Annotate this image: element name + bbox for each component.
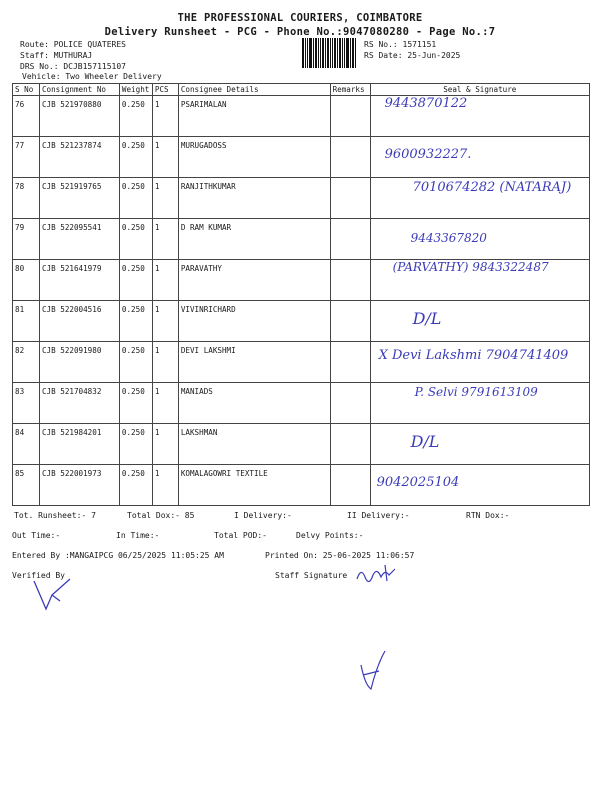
remarks-cell — [330, 383, 370, 424]
signature-cell — [370, 219, 589, 260]
pcs-cell: 1 — [152, 424, 178, 465]
consignee-cell: MANIADS — [178, 383, 330, 424]
pcs-cell: 1 — [152, 465, 178, 506]
remarks-cell — [330, 465, 370, 506]
pcs-cell: 1 — [152, 219, 178, 260]
table-row — [13, 465, 590, 506]
verified-by-signature — [30, 575, 80, 615]
entered-by: Entered By :MANGAIPCG 06/25/2025 11:05:25 AM — [12, 551, 224, 560]
signature-cell — [370, 424, 589, 465]
remarks-cell — [330, 301, 370, 342]
drs-number: DRS No.: DCJB157115107 — [20, 62, 126, 71]
remarks-cell — [330, 96, 370, 137]
barcode — [302, 38, 356, 68]
consignee-cell: RANJITHKUMAR — [178, 178, 330, 219]
weight-cell: 0.250 — [119, 301, 152, 342]
signature-cell — [370, 178, 589, 219]
runsheet-subtitle: Delivery Runsheet - PCG - Phone No.:9047080280 - Page No.:7 — [104, 26, 496, 38]
col-header-signature: Seal & Signature — [370, 84, 589, 96]
sno-cell: 80 — [13, 260, 40, 301]
signature-cell — [370, 342, 589, 383]
pcs-cell: 1 — [152, 178, 178, 219]
table-header-row — [13, 84, 590, 96]
handwritten-signature: D/L — [412, 309, 442, 328]
col-header-remarks: Remarks — [330, 84, 370, 96]
handwritten-signature: 9443367820 — [410, 231, 487, 245]
rs-date: RS Date: 25-Jun-2025 — [364, 51, 461, 60]
consignment-cell: CJB 522001973 — [39, 465, 119, 506]
remarks-cell — [330, 424, 370, 465]
handwritten-signature: D/L — [410, 432, 440, 451]
table-row — [13, 260, 590, 301]
rtn-dox: RTN Dox:- — [466, 511, 510, 520]
remarks-cell — [330, 260, 370, 301]
pen-mark-scribble — [355, 645, 395, 695]
company-title: THE PROFESSIONAL COURIERS, COIMBATORE — [177, 12, 423, 24]
pcs-cell: 1 — [152, 342, 178, 383]
remarks-cell — [330, 219, 370, 260]
col-header-consignment: Consignment No — [39, 84, 119, 96]
sno-cell: 82 — [13, 342, 40, 383]
runsheet-table — [12, 83, 590, 506]
table-row — [13, 137, 590, 178]
handwritten-signature: 9600932227. — [384, 147, 472, 162]
delvy-points: Delvy Points:- — [296, 531, 364, 540]
sno-cell: 83 — [13, 383, 40, 424]
consignee-cell: DEVI LAKSHMI — [178, 342, 330, 383]
pcs-cell: 1 — [152, 260, 178, 301]
route-label: Route: POLICE QUATERES — [20, 40, 126, 49]
weight-cell: 0.250 — [119, 178, 152, 219]
total-pod: Total POD:- — [214, 531, 267, 540]
table-row — [13, 301, 590, 342]
consignment-cell: CJB 521704832 — [39, 383, 119, 424]
total-dox: Total Dox:- 85 — [127, 511, 195, 520]
pcs-cell: 1 — [152, 301, 178, 342]
handwritten-signature: X Devi Lakshmi 7904741409 — [378, 348, 569, 363]
staff-signature-label: Staff Signature — [275, 571, 348, 580]
vehicle-label: Vehicle: Two Wheeler Delivery — [22, 72, 162, 81]
handwritten-signature: (PARVATHY) 9843322487 — [392, 260, 549, 274]
signature-cell — [370, 383, 589, 424]
table-row — [13, 96, 590, 137]
col-header-pcs: PCS — [152, 84, 178, 96]
sno-cell: 76 — [13, 96, 40, 137]
handwritten-signature: P. Selvi 9791613109 — [414, 385, 538, 399]
handwritten-signature: 9042025104 — [376, 475, 460, 490]
printed-on: Printed On: 25-06-2025 11:06:57 — [265, 551, 415, 560]
consignment-cell: CJB 522004516 — [39, 301, 119, 342]
weight-cell: 0.250 — [119, 383, 152, 424]
col-header-weight: Weight — [119, 84, 152, 96]
i-delivery: I Delivery:- — [234, 511, 292, 520]
remarks-cell — [330, 342, 370, 383]
handwritten-signature: 7010674282 (NATARAJ) — [412, 180, 572, 195]
weight-cell: 0.250 — [119, 137, 152, 178]
sno-cell: 81 — [13, 301, 40, 342]
handwritten-signature: 9443870122 — [384, 96, 468, 111]
sno-cell: 79 — [13, 219, 40, 260]
in-time: In Time:- — [116, 531, 160, 540]
signature-cell — [370, 260, 589, 301]
weight-cell: 0.250 — [119, 96, 152, 137]
consignee-cell: VIVINRICHARD — [178, 301, 330, 342]
ii-delivery: II Delivery:- — [347, 511, 410, 520]
signature-cell — [370, 137, 589, 178]
staff-label: Staff: MUTHURAJ — [20, 51, 93, 60]
consignee-cell: KOMALAGOWRI TEXTILE — [178, 465, 330, 506]
tot-runsheet: Tot. Runsheet:- 7 — [14, 511, 96, 520]
sno-cell: 77 — [13, 137, 40, 178]
signature-cell — [370, 96, 589, 137]
table-row — [13, 424, 590, 465]
pcs-cell: 1 — [152, 96, 178, 137]
table-row — [13, 178, 590, 219]
consignment-cell: CJB 521641979 — [39, 260, 119, 301]
remarks-cell — [330, 178, 370, 219]
consignment-cell: CJB 521984201 — [39, 424, 119, 465]
signature-cell — [370, 301, 589, 342]
remarks-cell — [330, 137, 370, 178]
consignment-cell: CJB 521237874 — [39, 137, 119, 178]
consignee-cell: LAKSHMAN — [178, 424, 330, 465]
table-row — [13, 342, 590, 383]
col-header-consignee: Consignee Details — [178, 84, 330, 96]
table-row — [13, 383, 590, 424]
consignee-cell: PARAVATHY — [178, 260, 330, 301]
consignment-cell: CJB 521970880 — [39, 96, 119, 137]
table-row — [13, 219, 590, 260]
weight-cell: 0.250 — [119, 342, 152, 383]
consignee-cell: MURUGADOSS — [178, 137, 330, 178]
out-time: Out Time:- — [12, 531, 61, 540]
weight-cell: 0.250 — [119, 424, 152, 465]
sno-cell: 85 — [13, 465, 40, 506]
col-header-sno: S No — [13, 84, 40, 96]
sno-cell: 78 — [13, 178, 40, 219]
consignee-cell: PSARIMALAN — [178, 96, 330, 137]
consignment-cell: CJB 521919765 — [39, 178, 119, 219]
consignment-cell: CJB 522091980 — [39, 342, 119, 383]
pcs-cell: 1 — [152, 137, 178, 178]
rs-number: RS No.: 1571151 — [364, 40, 437, 49]
sno-cell: 84 — [13, 424, 40, 465]
consignment-cell: CJB 522095541 — [39, 219, 119, 260]
weight-cell: 0.250 — [119, 260, 152, 301]
staff-signature-scribble — [355, 563, 405, 585]
weight-cell: 0.250 — [119, 465, 152, 506]
signature-cell — [370, 465, 589, 506]
weight-cell: 0.250 — [119, 219, 152, 260]
pcs-cell: 1 — [152, 383, 178, 424]
verified-by-label: Verified By — [12, 571, 65, 580]
consignee-cell: D RAM KUMAR — [178, 219, 330, 260]
